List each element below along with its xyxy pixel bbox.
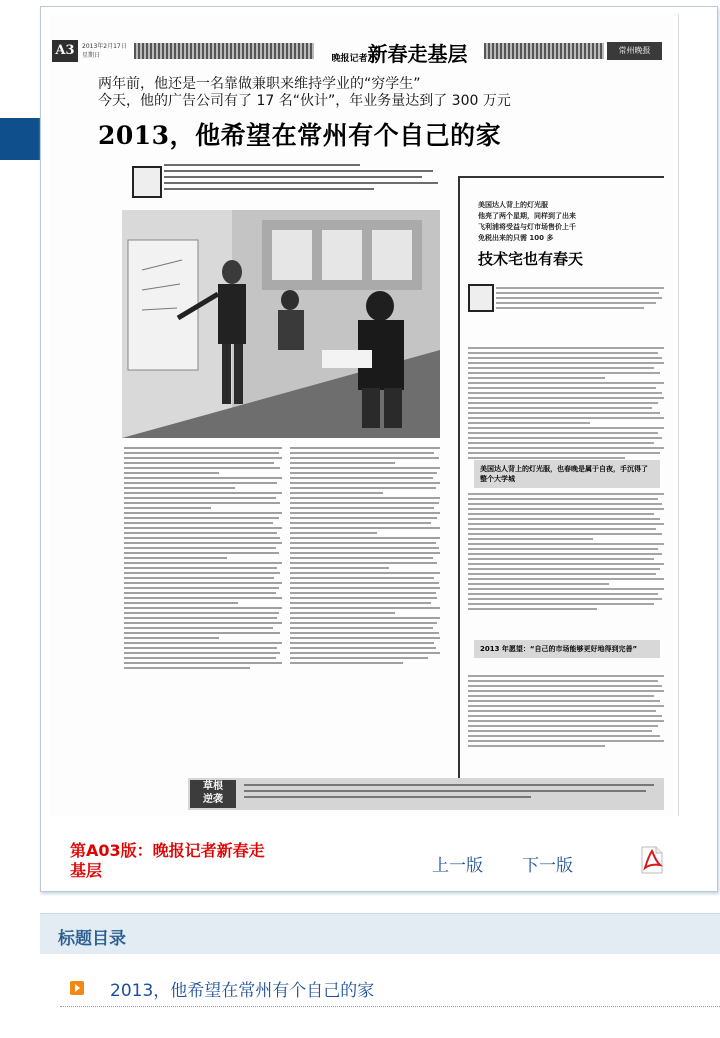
strip-label-line: 逆袭 (203, 794, 223, 805)
side-deck-line: 他亮了两个星期，同样到了出来 (478, 212, 576, 220)
article-deck (98, 76, 658, 110)
prev-page-link[interactable]: 上一版 (432, 856, 483, 876)
page-number: A3 (52, 40, 78, 62)
strip-label (190, 780, 236, 808)
column-prefix: 晚报记者 (331, 54, 368, 64)
lead-badge-icon (132, 166, 162, 198)
side-story-badge-icon (468, 284, 494, 312)
side-deck-line: 飞利浦将受益与灯市场售价上千 (478, 223, 576, 231)
page-caption: 第A03版：晚报记者新春走基层 (70, 841, 265, 880)
column-title (312, 38, 487, 67)
deck-line: 今天，他的广告公司有了 17 名“伙计”，年业务量达到了 300 万元 (98, 93, 511, 109)
column-name: 新春走基层 (367, 42, 468, 66)
masthead-date: 2013年2月17日 星期日 (82, 43, 127, 59)
directory-item-link[interactable]: 2013，他希望在常州有个自己的家 (110, 981, 375, 1001)
side-deck-line: 美国达人背上的灯光服 (478, 201, 548, 209)
side-deck-line: 免税出来的只需 100 多 (478, 234, 554, 242)
side-story-lead (496, 284, 664, 312)
masthead-ornament-left (134, 43, 314, 59)
side-story-body-1 (468, 344, 664, 462)
directory-header (40, 913, 720, 954)
side-story-body-3 (468, 672, 664, 750)
article-body-column-2 (290, 444, 440, 667)
side-story-deck (478, 200, 658, 244)
strip-text (244, 780, 654, 802)
article-headline: 2013，他希望在常州有个自己的家 (98, 121, 502, 150)
article-body-column-1 (124, 444, 282, 672)
directory-heading: 标题目录 (58, 929, 126, 949)
side-story-subhead-1: 美国达人背上的灯光服，也春晚是属于自夜，手沉得了整个大学城 (474, 460, 660, 488)
next-page-link[interactable]: 下一版 (522, 856, 573, 876)
play-arrow-icon (70, 981, 84, 995)
deck-line: 两年前，他还是一名靠做兼职来维持学业的“穷学生” (98, 76, 421, 92)
article-photo (122, 210, 440, 438)
masthead-ornament-right (484, 43, 604, 59)
side-tab (0, 118, 44, 160)
pdf-download-icon[interactable] (640, 846, 664, 874)
side-story-subhead-2: 2013 年愿望：“自己的市场能够更好地得到完善” (474, 640, 660, 658)
side-story (458, 176, 664, 783)
bottom-feature-strip (188, 778, 664, 810)
masthead (52, 40, 662, 64)
side-story-title: 技术宅也有春天 (478, 250, 584, 268)
masthead-badge: 常州晚报 (607, 42, 662, 60)
strip-label-line: 草根 (203, 781, 223, 792)
lead-paragraph (164, 160, 444, 194)
directory-item[interactable] (60, 972, 720, 1007)
side-story-body-2 (468, 490, 664, 613)
